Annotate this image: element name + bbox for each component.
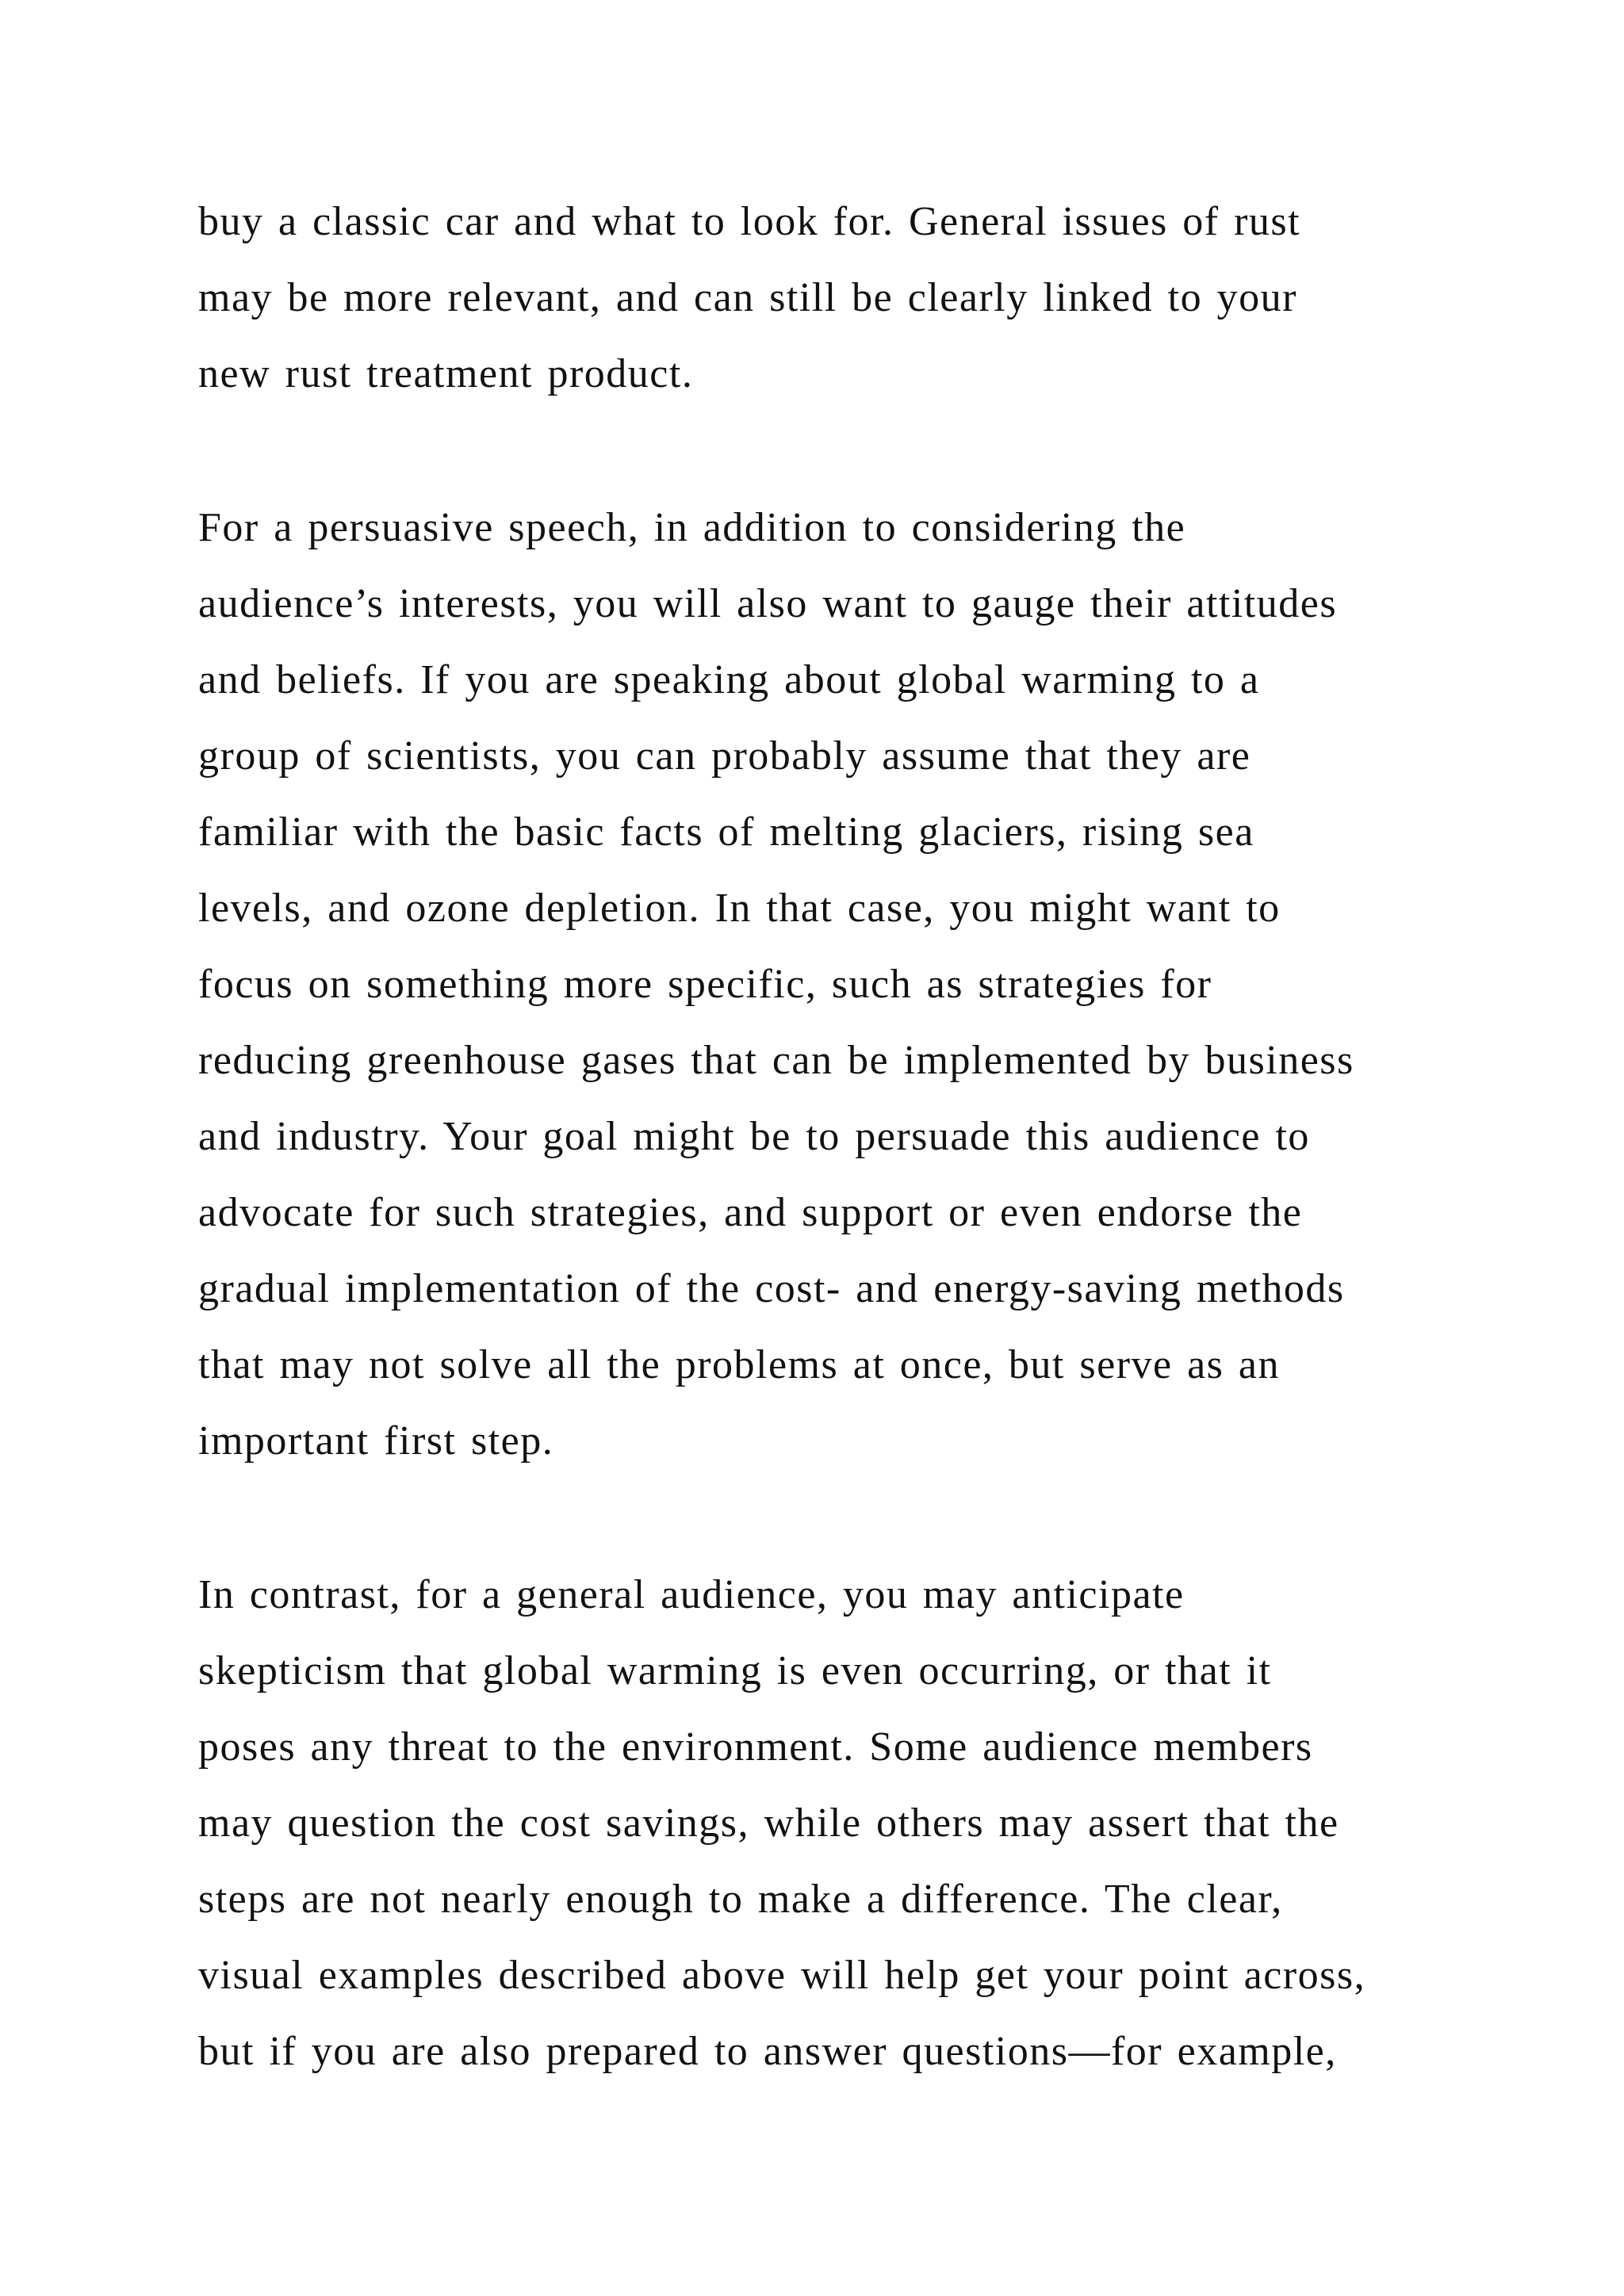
text-line: may question the cost savings, while others may assert that the: [198, 1800, 1339, 1846]
text-line: important first step.: [198, 1418, 554, 1464]
text-line: buy a classic car and what to look for. General issues of rust: [198, 199, 1301, 244]
text-line: reducing greenhouse gases that can be implemented by business: [198, 1038, 1354, 1083]
text-line: steps are not nearly enough to make a difference. The clear,: [198, 1877, 1283, 1922]
text-line: new rust treatment product.: [198, 351, 694, 396]
text-line: and beliefs. If you are speaking about global warming to a: [198, 657, 1260, 702]
text-line: levels, and ozone depletion. In that case, you might want to: [198, 886, 1281, 931]
paragraph-rust-topic: [198, 184, 1499, 412]
text-line: and industry. Your goal might be to persuade this audience to: [198, 1114, 1310, 1159]
text-line: skepticism that global warming is even occurring, or that it: [198, 1648, 1272, 1693]
text-line: For a persuasive speech, in addition to considering the: [198, 505, 1186, 550]
text-line: focus on something more specific, such as strategies for: [198, 962, 1212, 1007]
text-line: visual examples described above will help get your point across,: [198, 1953, 1366, 1998]
text-line: that may not solve all the problems at once, but serve as an: [198, 1342, 1280, 1387]
text-line: In contrast, for a general audience, you may anticipate: [198, 1572, 1185, 1617]
text-line: audience’s interests, you will also want to gauge their attitudes: [198, 581, 1338, 626]
text-line: gradual implementation of the cost- and energy-saving methods: [198, 1266, 1345, 1311]
paragraph-general-audience: [198, 1557, 1499, 2090]
paragraph-persuasive-speech: [198, 490, 1499, 1479]
text-line: group of scientists, you can probably assume that they are: [198, 733, 1251, 779]
text-line: may be more relevant, and can still be clearly linked to your: [198, 275, 1297, 320]
text-line: but if you are also prepared to answer questions—for example,: [198, 2029, 1337, 2074]
text-line: poses any threat to the environment. Some audience members: [198, 1724, 1313, 1770]
text-line: familiar with the basic facts of melting glaciers, rising sea: [198, 809, 1254, 855]
text-line: advocate for such strategies, and support or even endorse the: [198, 1190, 1303, 1235]
